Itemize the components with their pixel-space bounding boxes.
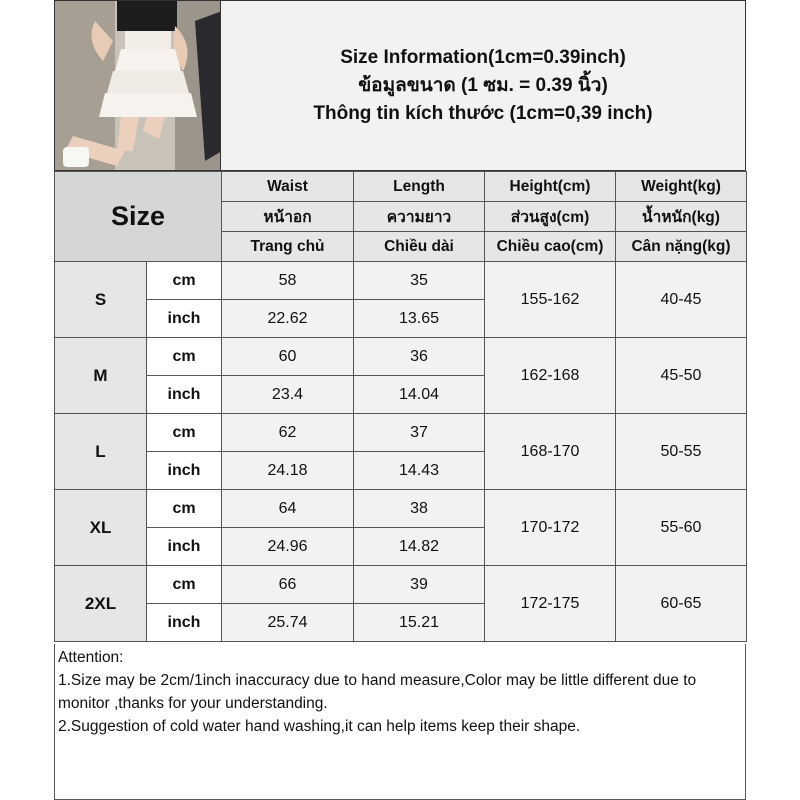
header-title-en: Size Information(1cm=0.39inch) bbox=[340, 46, 626, 68]
length-inch: 15.21 bbox=[354, 604, 485, 642]
unit-cm: cm bbox=[147, 414, 222, 452]
waist-inch: 24.18 bbox=[222, 452, 354, 490]
table-row bbox=[55, 262, 747, 300]
length-inch: 14.04 bbox=[354, 376, 485, 414]
unit-cm: cm bbox=[147, 566, 222, 604]
product-photo bbox=[54, 0, 221, 171]
attention-note-2: 2.Suggestion of cold water hand washing,it can help items keep their shape. bbox=[58, 718, 581, 735]
length-cm: 36 bbox=[354, 338, 485, 376]
table-row bbox=[55, 490, 747, 528]
length-cm: 38 bbox=[354, 490, 485, 528]
weight-range: 45-50 bbox=[616, 338, 747, 414]
waist-inch: 23.4 bbox=[222, 376, 354, 414]
table-row bbox=[55, 414, 747, 452]
waist-cm: 60 bbox=[222, 338, 354, 376]
attention-notes bbox=[54, 644, 746, 800]
height-range: 172-175 bbox=[485, 566, 616, 642]
col-height-en: Height(cm) bbox=[485, 172, 616, 202]
size-info-header bbox=[221, 0, 746, 171]
size-label: 2XL bbox=[55, 566, 147, 642]
attention-title: Attention: bbox=[58, 649, 124, 666]
waist-cm: 62 bbox=[222, 414, 354, 452]
skirt-model-image bbox=[55, 1, 221, 171]
weight-range: 55-60 bbox=[616, 490, 747, 566]
length-inch: 14.82 bbox=[354, 528, 485, 566]
waist-cm: 64 bbox=[222, 490, 354, 528]
height-range: 155-162 bbox=[485, 262, 616, 338]
col-weight-en: Weight(kg) bbox=[616, 172, 747, 202]
col-height-th: ส่วนสูง(cm) bbox=[485, 202, 616, 232]
height-range: 168-170 bbox=[485, 414, 616, 490]
unit-inch: inch bbox=[147, 300, 222, 338]
size-label: S bbox=[55, 262, 147, 338]
length-inch: 13.65 bbox=[354, 300, 485, 338]
length-cm: 37 bbox=[354, 414, 485, 452]
header-title-th: ข้อมูลขนาด (1 ซม. = 0.39 นิ้ว) bbox=[358, 74, 608, 96]
col-waist-th: หน้าอก bbox=[222, 202, 354, 232]
col-length-vi: Chiều dài bbox=[354, 232, 485, 262]
table-row bbox=[55, 338, 747, 376]
length-cm: 39 bbox=[354, 566, 485, 604]
height-range: 170-172 bbox=[485, 490, 616, 566]
unit-cm: cm bbox=[147, 490, 222, 528]
col-height-vi: Chiều cao(cm) bbox=[485, 232, 616, 262]
waist-cm: 58 bbox=[222, 262, 354, 300]
col-length-en: Length bbox=[354, 172, 485, 202]
weight-range: 40-45 bbox=[616, 262, 747, 338]
waist-cm: 66 bbox=[222, 566, 354, 604]
weight-range: 60-65 bbox=[616, 566, 747, 642]
unit-cm: cm bbox=[147, 262, 222, 300]
col-weight-vi: Cân nặng(kg) bbox=[616, 232, 747, 262]
size-label: M bbox=[55, 338, 147, 414]
size-chart-sheet bbox=[54, 0, 746, 800]
unit-inch: inch bbox=[147, 452, 222, 490]
size-label: XL bbox=[55, 490, 147, 566]
waist-inch: 24.96 bbox=[222, 528, 354, 566]
length-cm: 35 bbox=[354, 262, 485, 300]
length-inch: 14.43 bbox=[354, 452, 485, 490]
size-table bbox=[54, 171, 747, 642]
unit-inch: inch bbox=[147, 376, 222, 414]
height-range: 162-168 bbox=[485, 338, 616, 414]
col-waist-vi: Trang chủ bbox=[222, 232, 354, 262]
col-weight-th: น้ำหนัก(kg) bbox=[616, 202, 747, 232]
col-length-th: ความยาว bbox=[354, 202, 485, 232]
header-title-vi: Thông tin kích thước (1cm=0,39 inch) bbox=[313, 102, 653, 124]
unit-inch: inch bbox=[147, 604, 222, 642]
size-header: Size bbox=[55, 172, 222, 262]
col-waist-en: Waist bbox=[222, 172, 354, 202]
size-label: L bbox=[55, 414, 147, 490]
table-row bbox=[55, 566, 747, 604]
attention-note-1: 1.Size may be 2cm/1inch inaccuracy due to hand measure,Color may be little different due to monitor ,thanks for your understanding. bbox=[58, 672, 697, 712]
waist-inch: 25.74 bbox=[222, 604, 354, 642]
waist-inch: 22.62 bbox=[222, 300, 354, 338]
weight-range: 50-55 bbox=[616, 414, 747, 490]
unit-inch: inch bbox=[147, 528, 222, 566]
unit-cm: cm bbox=[147, 338, 222, 376]
